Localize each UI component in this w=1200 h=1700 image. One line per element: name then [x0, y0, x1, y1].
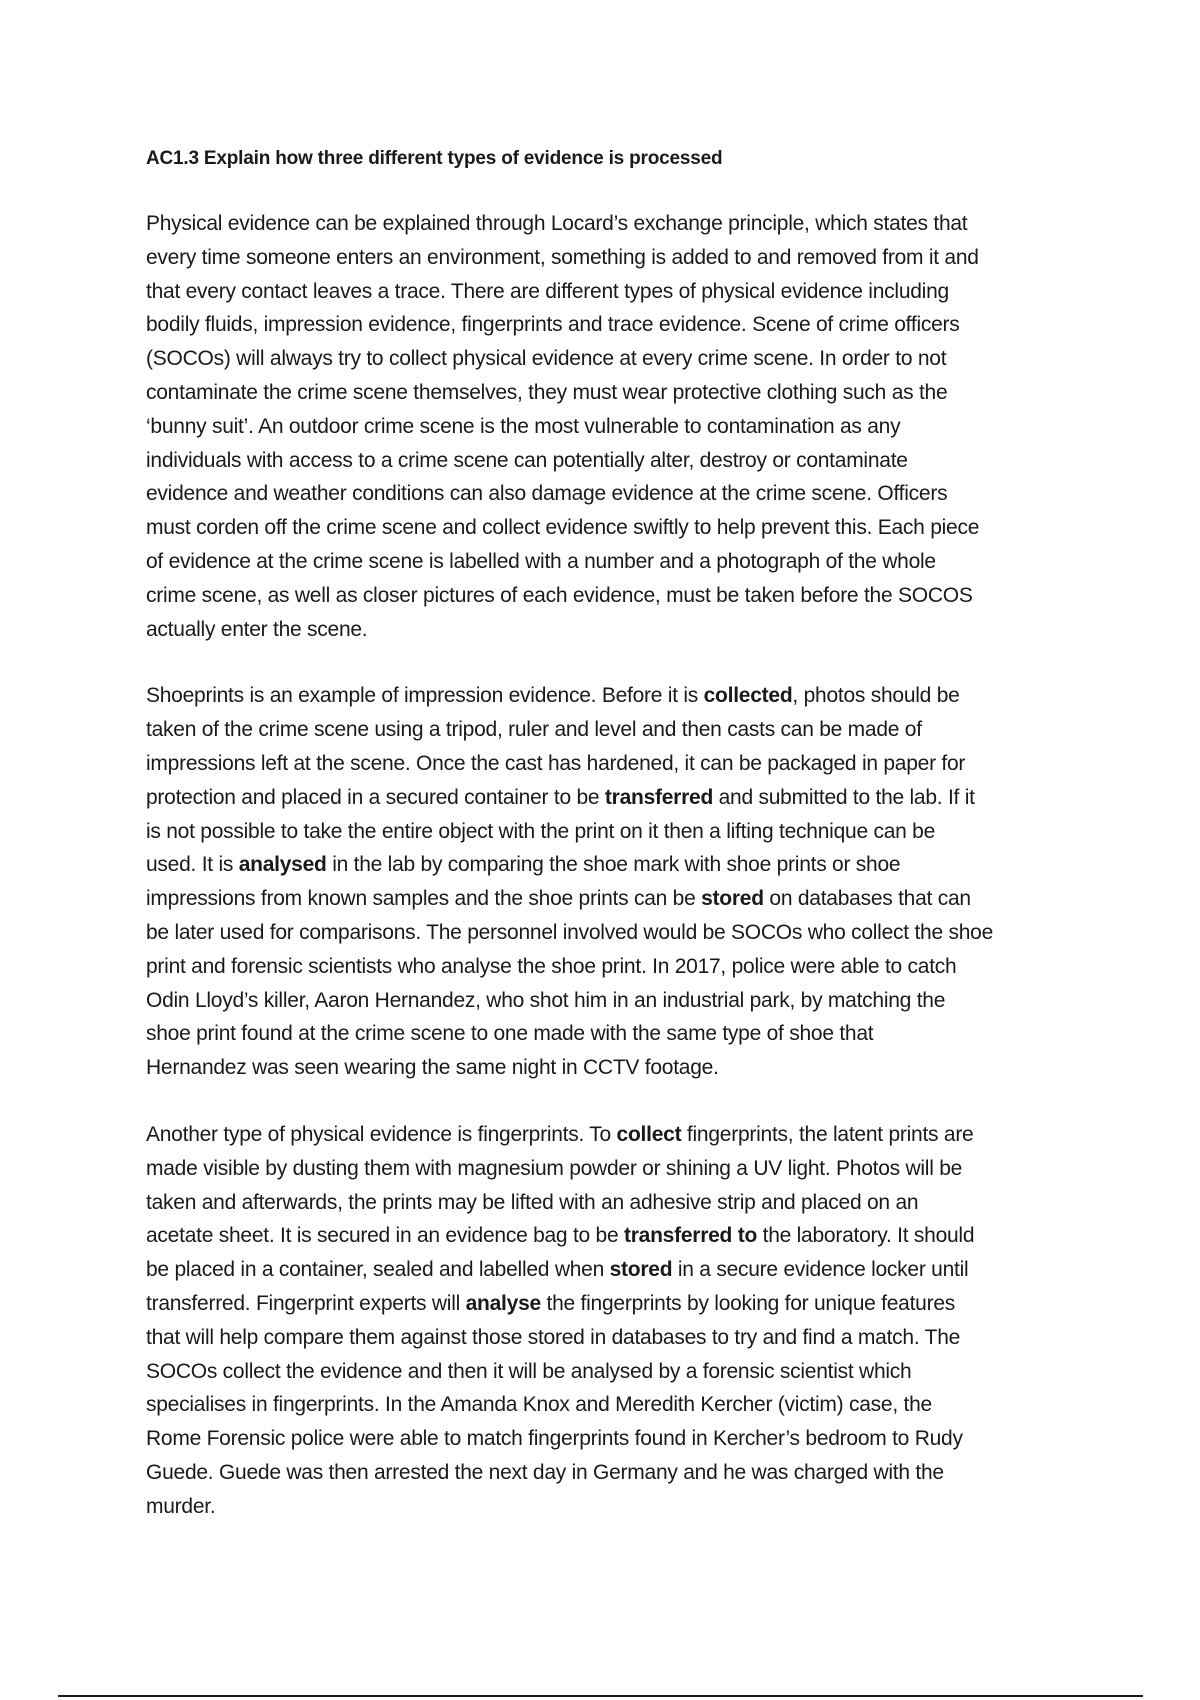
text-run: Odin Lloyd’s killer, Aaron Hernandez, who shot him in an industrial park, by matching the — [146, 988, 946, 1012]
text-line — [146, 1321, 1061, 1355]
text-line — [146, 1186, 1061, 1220]
bold-term: transferred to — [624, 1224, 758, 1248]
bold-term: analysed — [238, 853, 327, 877]
text-line — [146, 747, 1061, 781]
text-line — [146, 207, 1061, 241]
text-line — [146, 1355, 1061, 1389]
text-run: crime scene, as well as closer pictures of each evidence, must be taken before the SOCOS — [146, 583, 973, 607]
text-line — [146, 410, 1061, 444]
text-run: impressions left at the scene. Once the cast has hardened, it can be packaged in paper for — [146, 751, 966, 775]
text-line — [146, 815, 1061, 849]
text-line — [146, 241, 1061, 275]
text-line — [146, 511, 1061, 545]
text-line — [146, 376, 1061, 410]
text-line — [146, 1051, 1061, 1085]
paragraph-shoeprints — [146, 679, 1061, 1085]
text-line — [146, 679, 1061, 713]
text-run: evidence and weather conditions can also damage evidence at the crime scene. Officers — [146, 482, 948, 506]
text-run: ‘bunny suit’. An outdoor crime scene is the most vulnerable to contamination as any — [146, 414, 901, 438]
text-run: Hernandez was seen wearing the same night in CCTV footage. — [146, 1056, 719, 1080]
text-run: taken of the crime scene using a tripod, ruler and level and then casts can be made of — [146, 718, 922, 742]
text-run: fingerprints, the latent prints are — [681, 1122, 974, 1146]
text-run: murder. — [146, 1494, 216, 1518]
text-line — [146, 308, 1061, 342]
text-run: (SOCOs) will always try to collect physical evidence at every crime scene. In order to not — [146, 347, 947, 371]
text-line — [146, 848, 1061, 882]
bold-term: collected — [703, 684, 793, 708]
text-run: contaminate the crime scene themselves, they must wear protective clothing such as the — [146, 380, 948, 404]
text-line — [146, 1287, 1061, 1321]
text-line — [146, 545, 1061, 579]
text-run: protection and placed in a secured container to be — [146, 785, 605, 809]
text-line — [146, 579, 1061, 613]
text-run: Guede. Guede was then arrested the next day in Germany and he was charged with the — [146, 1460, 944, 1484]
text-run: taken and afterwards, the prints may be lifted with an adhesive strip and placed on an — [146, 1190, 919, 1214]
text-run: Shoeprints is an example of impression evidence. Before it is — [146, 684, 704, 708]
text-run: of evidence at the crime scene is labelled with a number and a photograph of the whole — [146, 549, 936, 573]
text-line — [146, 275, 1061, 309]
bold-term: stored — [609, 1258, 673, 1282]
text-line — [146, 1422, 1061, 1456]
text-line — [146, 1152, 1061, 1186]
text-run: Rome Forensic police were able to match fingerprints found in Kercher’s bedroom to Rudy — [146, 1427, 963, 1451]
text-run: must corden off the crime scene and collect evidence swiftly to help prevent this. Each piece — [146, 516, 980, 540]
text-run: actually enter the scene. — [146, 617, 368, 641]
text-line — [146, 916, 1061, 950]
text-line — [146, 1388, 1061, 1422]
paragraph-fingerprints — [146, 1118, 1061, 1524]
text-run: shoe print found at the crime scene to one made with the same type of shoe that — [146, 1022, 874, 1046]
text-run: be placed in a container, sealed and labelled when — [146, 1258, 610, 1282]
text-run: every time someone enters an environment, something is added to and removed from it and — [146, 245, 979, 269]
text-run: in the lab by comparing the shoe mark with shoe prints or shoe — [326, 853, 901, 877]
bold-term: analyse — [465, 1291, 541, 1315]
text-line — [146, 713, 1061, 747]
text-line — [146, 1017, 1061, 1051]
text-line — [146, 984, 1061, 1018]
text-line — [146, 1456, 1061, 1490]
text-line — [146, 342, 1061, 376]
text-line — [146, 477, 1061, 511]
text-line — [146, 882, 1061, 916]
text-run: be later used for comparisons. The personnel involved would be SOCOs who collect the shoe — [146, 920, 994, 944]
text-run: and submitted to the lab. If it — [713, 785, 975, 809]
text-line — [146, 950, 1061, 984]
footer-rule — [58, 1695, 1143, 1697]
section-heading: AC1.3 Explain how three different types of evidence is processed — [146, 148, 723, 169]
text-run: made visible by dusting them with magnesium powder or shining a UV light. Photos will be — [146, 1156, 963, 1180]
text-run: print and forensic scientists who analyse the shoe print. In 2017, police were able to catch — [146, 954, 957, 978]
text-line — [146, 613, 1061, 647]
text-run: impressions from known samples and the shoe prints can be — [146, 887, 702, 911]
document-page — [146, 145, 1061, 1523]
text-run: in a secure evidence locker until — [672, 1258, 969, 1282]
text-run: that will help compare them against those stored in databases to try and find a match. The — [146, 1325, 961, 1349]
text-line — [146, 444, 1061, 478]
text-run: the fingerprints by looking for unique features — [540, 1291, 956, 1315]
text-run: the laboratory. It should — [757, 1224, 975, 1248]
bold-term: collect — [616, 1122, 682, 1146]
text-run: individuals with access to a crime scene can potentially alter, destroy or contaminate — [146, 448, 908, 472]
bold-term: stored — [701, 887, 764, 911]
text-line — [146, 1219, 1061, 1253]
text-run: , photos should be — [792, 684, 960, 708]
text-run: acetate sheet. It is secured in an evidence bag to be — [146, 1224, 624, 1248]
text-line — [146, 1253, 1061, 1287]
text-run: on databases that can — [763, 887, 971, 911]
text-run: used. It is — [146, 853, 239, 877]
text-run: SOCOs collect the evidence and then it will be analysed by a forensic scientist which — [146, 1359, 912, 1383]
text-line — [146, 1490, 1061, 1524]
text-run: that every contact leaves a trace. There are different types of physical evidence including — [146, 279, 949, 303]
text-run: is not possible to take the entire object with the print on it then a lifting technique can be — [146, 819, 936, 843]
text-run: specialises in fingerprints. In the Amanda Knox and Meredith Kercher (victim) case, the — [146, 1393, 932, 1417]
text-run: transferred. Fingerprint experts will — [146, 1291, 466, 1315]
text-line — [146, 781, 1061, 815]
bold-term: transferred — [604, 785, 714, 809]
text-run: Another type of physical evidence is fingerprints. To — [146, 1122, 617, 1146]
paragraph-physical-evidence — [146, 207, 1061, 646]
text-run: Physical evidence can be explained through Locard’s exchange principle, which states that — [146, 212, 968, 235]
text-line — [146, 1118, 1061, 1152]
text-run: bodily fluids, impression evidence, fingerprints and trace evidence. Scene of crime officers — [146, 313, 960, 337]
